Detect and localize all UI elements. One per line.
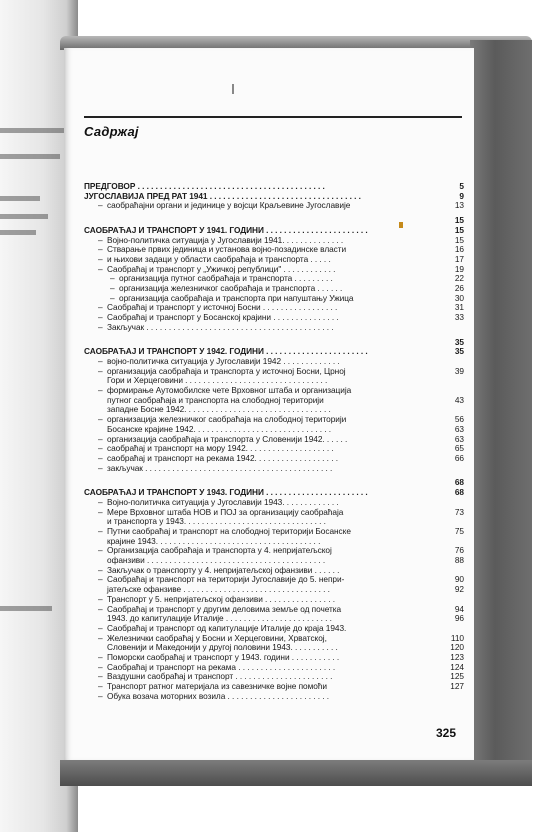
toc-entry-text: Гори и Херцеговини . . . . . . . . . . . . . . . . . . . . . . . . . . . . . . . . bbox=[107, 375, 328, 386]
toc-entry-text: формирање Аутомобилске чете Врховног штаба и организација bbox=[107, 385, 352, 396]
toc-entry-text: и транспорта у 1943. . . . . . . . . . . . . . . . . . . . . . . . . . . . . . . . bbox=[107, 516, 326, 527]
page-title: Садржај bbox=[84, 124, 139, 139]
toc-page-number: 96 bbox=[454, 613, 464, 624]
toc-entry-row bbox=[84, 323, 464, 333]
toc-page-number: 30 bbox=[454, 292, 464, 303]
toc-entry-text: организација саобраћаја и транспорта у источној Босни, Црној bbox=[107, 365, 346, 376]
toc-entry-text: Саобраћај и транспорт у источној Босни . . . . . . . . . . . . . . . . . bbox=[107, 302, 338, 313]
toc-bullet: – bbox=[98, 253, 103, 264]
toc-entry-row bbox=[84, 464, 464, 474]
toc-bullet: – bbox=[98, 302, 103, 313]
toc-entry-text: Словенији и Македонији у другој половини 1943. . . . . . . . . . . bbox=[107, 642, 338, 653]
toc-entry-text: организација саобраћаја и транспорта при напуштању Ужица bbox=[119, 292, 354, 303]
toc-page-number: 66 bbox=[454, 452, 464, 463]
toc-entry-text: Саобраћај и транспорт у „Ужичкој републици" . . . . . . . . . . . . bbox=[107, 263, 336, 274]
toc-page-number: 125 bbox=[450, 671, 464, 682]
toc-entry-text: јатељске офанзиве . . . . . . . . . . . . . . . . . . . . . . . . . . . . . . . . . bbox=[107, 584, 330, 595]
toc-page-number: 35 bbox=[454, 336, 464, 347]
toc-bullet: – bbox=[98, 263, 103, 274]
toc-bullet: – bbox=[98, 603, 103, 614]
toc-bullet: – bbox=[98, 365, 103, 376]
toc-page-number: 19 bbox=[454, 263, 464, 274]
toc-bullet: – bbox=[98, 652, 103, 663]
adjacent-page-text bbox=[0, 154, 60, 159]
toc-page-number: 43 bbox=[454, 394, 464, 405]
toc-entry-text: Ваздушни саобраћај и транспорт . . . . . . . . . . . . . . . . . . . . . . bbox=[107, 671, 333, 682]
book-page bbox=[64, 48, 474, 760]
toc-entry-text: Железнички саобраћај у Босни и Херцеговини, Хрватској, bbox=[107, 632, 327, 643]
toc-entry-text: ЈУГОСЛАВИЈА ПРЕД РАТ 1941 . . . . . . . . . . . . . . . . . . . . . . . . . . . . . . . . . . bbox=[84, 190, 361, 201]
toc-bullet: – bbox=[98, 496, 103, 507]
toc-entry-text: Обука возача моторних возила . . . . . . . . . . . . . . . . . . . . . . . bbox=[107, 690, 330, 701]
toc-entry-text: организација саобраћаја и транспорта у Словенији 1942. . . . . . bbox=[107, 433, 348, 444]
toc-page-number: 22 bbox=[454, 273, 464, 284]
adjacent-page-text bbox=[0, 230, 36, 235]
toc-entry-text: западне Босне 1942. . . . . . . . . . . . . . . . . . . . . . . . . . . . . . . . . bbox=[107, 404, 331, 415]
toc-page-number: 65 bbox=[454, 443, 464, 454]
toc-entry-text: путног саобраћаја и транспорта на слободној територији bbox=[107, 394, 324, 405]
toc-page-number: 5 bbox=[459, 181, 464, 191]
toc-page-number: 94 bbox=[454, 603, 464, 614]
toc-page-number: 124 bbox=[450, 661, 464, 672]
toc-bullet: – bbox=[98, 433, 103, 444]
toc-page-number: 63 bbox=[454, 433, 464, 444]
toc-bullet: – bbox=[98, 321, 103, 332]
toc-page-number: 15 bbox=[454, 234, 464, 245]
toc-bullet: – bbox=[98, 452, 103, 463]
toc-page-number: 26 bbox=[454, 283, 464, 294]
toc-entry-text: саобраћајни органи и јединице у војсци Краљевине Југославије bbox=[107, 200, 351, 211]
toc-bullet: – bbox=[98, 661, 103, 672]
toc-entry-text: Организација саобраћаја и транспорта у 4. непријатељској bbox=[107, 545, 332, 556]
toc-page-number: 68 bbox=[454, 487, 464, 498]
page-number: 325 bbox=[435, 726, 456, 740]
toc-bullet: – bbox=[98, 244, 103, 255]
toc-bullet: – bbox=[110, 292, 115, 303]
toc-page-number: 92 bbox=[454, 584, 464, 595]
header-rule bbox=[84, 116, 462, 118]
toc-page-number: 127 bbox=[450, 681, 464, 692]
toc-bullet: – bbox=[98, 574, 103, 585]
toc-page-number: 15 bbox=[454, 224, 464, 235]
pen-mark bbox=[399, 222, 403, 228]
toc-bullet: – bbox=[98, 234, 103, 245]
adjacent-page-text bbox=[0, 606, 52, 611]
toc-page-number: 16 bbox=[454, 244, 464, 255]
toc-entry-text: Путни саобраћај и транспорт на слободној територији Босанске bbox=[107, 525, 351, 536]
toc-entry-text: Војно-политичка ситуација у Југославији 1941. . . . . . . . . . . . . . bbox=[107, 234, 344, 245]
toc-entry-text: офанзиви . . . . . . . . . . . . . . . . . . . . . . . . . . . . . . . . . . . . . . . . bbox=[107, 555, 326, 566]
toc-bullet: – bbox=[98, 312, 103, 323]
toc-bullet: – bbox=[110, 283, 115, 294]
toc-entry-text: Саобраћај и транспорт од капитулације Италије до краја 1943. bbox=[107, 622, 347, 633]
toc-entry-text: и њихови задаци у области саобраћаја и транспорта . . . . . bbox=[107, 253, 331, 264]
toc-page-number: 17 bbox=[454, 253, 464, 264]
toc-page-number: 73 bbox=[454, 506, 464, 517]
toc-page-number: 75 bbox=[454, 525, 464, 536]
toc-entry-text: војно-политичка ситуација у Југославији 1942 . . . . . . . . . . . . . bbox=[107, 355, 340, 366]
toc-page-number: 120 bbox=[450, 642, 464, 653]
toc-bullet: – bbox=[98, 200, 103, 211]
toc-page-number: 76 bbox=[454, 545, 464, 556]
toc-entry-text: Транспорт ратног материјала из савезничке војне помоћи bbox=[107, 681, 327, 692]
toc-bullet: – bbox=[98, 525, 103, 536]
toc-entry-text: Саобраћај и транспорт у другим деловима земље од почетка bbox=[107, 603, 342, 614]
toc-entry-text: Закључак о транспорту у 4. непријатељској офанзиви . . . . . . bbox=[107, 564, 340, 575]
toc-bullet: – bbox=[98, 545, 103, 556]
adjacent-page-text bbox=[0, 196, 40, 201]
toc-entry-text: Војно-политичка ситуација у Југославији 1943. . . . . . . . . . . . . bbox=[107, 496, 339, 507]
toc-page-number: 68 bbox=[454, 477, 464, 488]
toc-bullet: – bbox=[98, 414, 103, 425]
toc-entry-row bbox=[84, 201, 464, 211]
toc-page-number: 15 bbox=[454, 215, 464, 226]
toc-page-number: 110 bbox=[450, 632, 464, 643]
toc-bullet: – bbox=[98, 690, 103, 701]
toc-page-number: 35 bbox=[454, 346, 464, 357]
toc-entry-text: САОБРАЋАЈ И ТРАНСПОРТ У 1941. ГОДИНИ . . . . . . . . . . . . . . . . . . . . . . . bbox=[84, 224, 368, 235]
toc-entry-text: Закључак . . . . . . . . . . . . . . . . . . . . . . . . . . . . . . . . . . . . . . . . . . bbox=[107, 321, 334, 332]
toc-page-number: 63 bbox=[454, 423, 464, 434]
table-of-contents bbox=[84, 182, 464, 702]
toc-entry-text: Мере Врховног штаба НОВ и ПОЈ за организацију саобраћаја bbox=[107, 506, 344, 517]
toc-entry-text: организација железничког саобраћаја и транспорта . . . . . . bbox=[119, 283, 343, 294]
toc-entry-row bbox=[84, 692, 464, 702]
toc-bullet: – bbox=[98, 385, 103, 396]
toc-bullet: – bbox=[98, 506, 103, 517]
toc-entry-text: Поморски саобраћај и транспорт у 1943. години . . . . . . . . . . . bbox=[107, 652, 340, 663]
book-cover-bottom bbox=[60, 760, 532, 786]
toc-page-number: 31 bbox=[454, 302, 464, 313]
toc-page-number: 39 bbox=[454, 365, 464, 376]
book-cover-right bbox=[470, 40, 532, 785]
toc-page-number: 56 bbox=[454, 414, 464, 425]
toc-bullet: – bbox=[110, 273, 115, 284]
toc-page-number: 13 bbox=[454, 200, 464, 211]
toc-entry-text: организација железничког саобраћаја на слободној територији bbox=[107, 414, 347, 425]
toc-entry-text: 1943. до капитулације Италије . . . . . . . . . . . . . . . . . . . . . . . . bbox=[107, 613, 332, 624]
toc-bullet: – bbox=[98, 622, 103, 633]
toc-bullet: – bbox=[98, 564, 103, 575]
toc-bullet: – bbox=[98, 632, 103, 643]
toc-entry-text: Саобраћај и транспорт у Босанској крајини . . . . . . . . . . . . . . . bbox=[107, 312, 339, 323]
page-mark bbox=[232, 84, 234, 94]
toc-entry-text: организација путног саобраћаја и транспорта . . . . . . . . . bbox=[119, 273, 333, 284]
toc-entry-text: крајине 1943. . . . . . . . . . . . . . . . . . . . . . . . . . . . . . . . . . . . . bbox=[107, 535, 321, 546]
adjacent-page-text bbox=[0, 214, 48, 219]
toc-entry-text: Босанске крајине 1942. . . . . . . . . . . . . . . . . . . . . . . . . . . . . . . bbox=[107, 423, 332, 434]
toc-entry-text: ПРЕДГОВОР . . . . . . . . . . . . . . . . . . . . . . . . . . . . . . . . . . . . . . . . . . bbox=[84, 181, 325, 191]
toc-page-number: 33 bbox=[454, 312, 464, 323]
toc-page-number: 9 bbox=[459, 190, 464, 201]
toc-entry-text: САОБРАЋАЈ И ТРАНСПОРТ У 1943. ГОДИНИ . . . . . . . . . . . . . . . . . . . . . . . bbox=[84, 487, 368, 498]
toc-bullet: – bbox=[98, 681, 103, 692]
toc-entry-text: саобраћај и транспорт на рекама 1942. . . . . . . . . . . . . . . . . . . bbox=[107, 452, 338, 463]
toc-bullet: – bbox=[98, 462, 103, 473]
toc-page-number: 90 bbox=[454, 574, 464, 585]
toc-page-number: 88 bbox=[454, 555, 464, 566]
toc-bullet: – bbox=[98, 671, 103, 682]
adjacent-page-text bbox=[0, 128, 68, 133]
toc-entry-text: Транспорт у 5. непријатељској офанзиви . . . . . . . . . . . . . . . . bbox=[107, 593, 335, 604]
toc-entry-text: саобраћај и транспорт на мору 1942. . . . . . . . . . . . . . . . . . . . bbox=[107, 443, 334, 454]
toc-bullet: – bbox=[98, 443, 103, 454]
toc-bullet: – bbox=[98, 593, 103, 604]
toc-entry-text: Саобраћај и транспорт на територији Југославије до 5. непри- bbox=[107, 574, 345, 585]
toc-entry-text: САОБРАЋАЈ И ТРАНСПОРТ У 1942. ГОДИНИ . . . . . . . . . . . . . . . . . . . . . . . bbox=[84, 346, 368, 357]
toc-bullet: – bbox=[98, 355, 103, 366]
toc-entry-text: закључак . . . . . . . . . . . . . . . . . . . . . . . . . . . . . . . . . . . . . . . . . . bbox=[107, 462, 333, 473]
toc-entry-text: Саобраћај и транспорт на рекама . . . . . . . . . . . . . . . . . . . . . . bbox=[107, 661, 336, 672]
toc-entry-text: Стварање првих јединица и установа војно-позадинске власти bbox=[107, 244, 347, 255]
toc-page-number: 123 bbox=[450, 652, 464, 663]
